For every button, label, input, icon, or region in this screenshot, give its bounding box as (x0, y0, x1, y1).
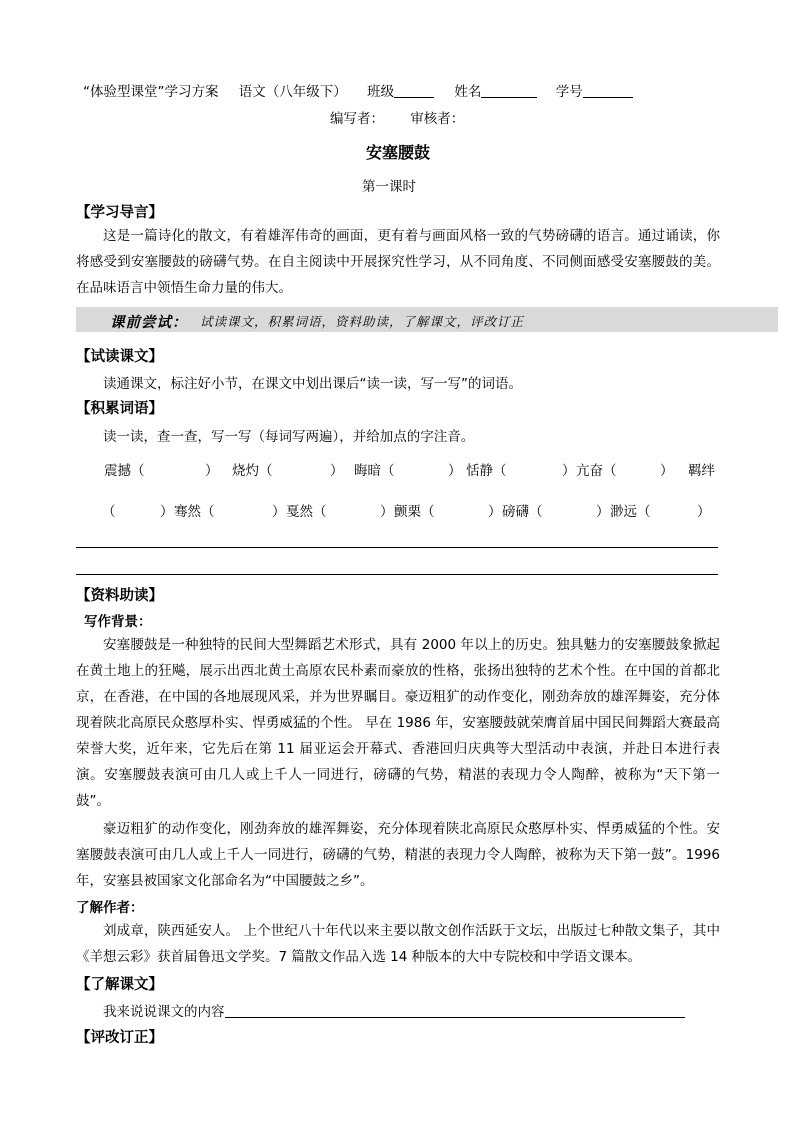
background-text-2: 豪迈粗犷的动作变化，刚劲奔放的雄浑舞姿，充分体现着陕北高原民众憨厚朴实、悍勇威猛的个性。安塞腰鼓表演可由几人或上千人一同进行，磅礴的气势，精湛的表现力令人陶醉，被称为天下第一鼓”。1996年，安塞县被国家文化部命名为“中国腰鼓之乡”。 (76, 821, 720, 889)
background-text-1: 安塞腰鼓是一种独特的民间大型舞蹈艺术形式，具有 2000 年以上的历史。独具魅力的安塞腰鼓象掀起在黄土地上的狂飚，展示出西北黄土高原农民朴素而豪放的性格，张扬出独特的艺术个性。在中国的首都北京，在香港，在中国的各地展现风采，并为世界瞩目。豪迈粗犷的动作变化，刚劲奔放的雄浑舞姿，充分体现着陕北高原民众憨厚朴实、悍勇威猛的个性。 早在 1986 年，安塞腰鼓就荣膺首届中国民间舞蹈大赛最高荣誉大奖，近年来，它先后在第 11 届亚运会开幕式、香港回归庆典等大型活动中表演，并赴日本进行表演。安塞腰鼓表演可由几人或上千人一同进行，磅礴的气势，精湛的表现力令人陶醉，被称为“天下第一鼓”。 (76, 637, 720, 809)
id-label: 学号 (555, 84, 583, 100)
vocab-bracket: ） (660, 463, 674, 479)
vocab-term: 震撼（ (104, 463, 145, 479)
vocab-instruction: 读一读，查一查，写一写（每词写两遍），并给加点的字注音。 (103, 429, 475, 445)
reviewer-label: 审核者： (410, 111, 465, 127)
vocab-bracket: （ (102, 504, 116, 520)
vocab-term: 渺远（ (610, 504, 651, 520)
background-paragraph-2 (76, 816, 720, 894)
class-label: 班级 (367, 84, 395, 100)
vocab-term: 颤栗（ (394, 504, 435, 520)
understand-prompt (103, 1000, 685, 1020)
subject-label: 语文（八年级下） (238, 84, 347, 100)
vocab-term: 烧灼（ (232, 463, 273, 479)
vocab-term: 戛然（ (286, 504, 327, 520)
page-title: 安塞腰鼓 (366, 143, 431, 162)
name-label: 姓名 (454, 84, 482, 100)
vocab-term: 晦暗（ (354, 463, 395, 479)
id-field[interactable] (583, 84, 633, 98)
lesson-label: 第一课时 (362, 179, 416, 195)
vocab-heading: 【积累词语】 (76, 401, 163, 417)
pre-class-banner (76, 307, 778, 332)
class-field[interactable] (394, 84, 434, 98)
author-paragraph (76, 918, 720, 970)
vocab-bracket: ） (448, 463, 462, 479)
vocab-bracket: ） (160, 504, 174, 520)
answer-line[interactable] (76, 574, 718, 575)
vocab-bracket: ） (596, 504, 610, 520)
understand-answer-field[interactable] (225, 1004, 685, 1018)
understand-prompt-text: 我来说说课文的内容 (103, 1004, 225, 1020)
guide-paragraph (76, 223, 720, 301)
author-label: 编写者： (330, 111, 384, 127)
header-line (83, 80, 633, 100)
guide-heading: 【学习导言】 (76, 205, 163, 221)
author-intro-label: 了解作者： (76, 900, 144, 916)
name-field[interactable] (481, 84, 537, 98)
trial-text: 读通课文，标注好小节，在课文中划出课后“读一读，写一写”的词语。 (103, 376, 522, 392)
guide-text: 这是一篇诗化的散文，有着雄浑伟奇的画面，更有着与画面风格一致的气势磅礴的语言。通过诵读，你将感受到安塞腰鼓的磅礴气势。在自主阅读中开展探究性学习，从不同角度、不同侧面感受安塞腰鼓的美。在品味语言中领悟生命力量的伟大。 (76, 228, 720, 296)
background-paragraph (76, 632, 720, 814)
vocab-bracket: ） (330, 463, 344, 479)
vocab-term: 磅礴（ (502, 504, 543, 520)
scheme-title: “体验型课堂”学习方案 (83, 84, 219, 100)
understand-heading: 【了解课文】 (76, 977, 163, 993)
vocab-bracket: ） (272, 504, 286, 520)
vocab-bracket: ） (697, 504, 711, 520)
background-label: 写作背景： (84, 614, 152, 630)
vocab-term: 骞然（ (174, 504, 215, 520)
revise-heading: 【评改订正】 (76, 1030, 163, 1046)
vocab-bracket: ） (562, 463, 576, 479)
banner-text: 试读课文，积累词语，资料助读，了解课文，评改订正 (200, 314, 525, 329)
vocab-term: 亢奋（ (576, 463, 617, 479)
answer-line[interactable] (76, 547, 718, 548)
material-heading: 【资料助读】 (76, 588, 163, 604)
vocab-bracket: ） (488, 504, 502, 520)
vocab-bracket: ） (205, 463, 219, 479)
vocab-bracket: ） (380, 504, 394, 520)
banner-label: 课前尝试： (110, 314, 188, 331)
author-line (330, 107, 464, 127)
author-text: 刘成章，陕西延安人。 上个世纪八十年代以来主要以散文创作活跃于文坛，出版过七种散文集子，其中《羊想云彩》获首届鲁迅文学奖。7 篇散文作品入选 14 种版本的大中专院校和中学语文课本。 (76, 923, 720, 965)
vocab-term: 恬静（ (466, 463, 507, 479)
trial-heading: 【试读课文】 (76, 349, 163, 365)
vocab-term: 羁绊 (688, 463, 715, 479)
